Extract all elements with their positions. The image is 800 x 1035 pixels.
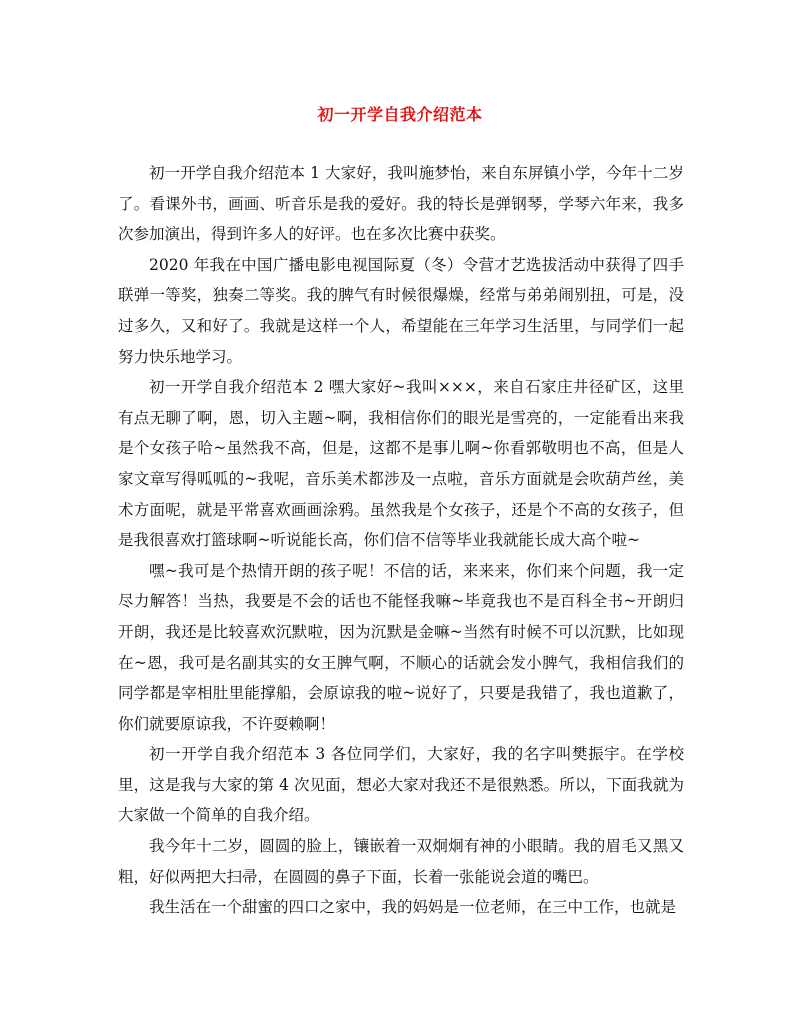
document-title: 初一开学自我介绍范本 [317,105,483,124]
paragraph-1: 初一开学自我介绍范本 1 大家好，我叫施梦怡，来自东屏镇小学，今年十二岁了。看课外书，画画、听音乐是我的爱好。我的特长是弹钢琴，学琴六年来，我多次参加演出，得到许多人的好评。也在多次比赛中获奖。 [118,164,684,244]
paragraph-5: 初一开学自我介绍范本 3 各位同学们，大家好，我的名字叫樊振宇。在学校里，这是我与大家的第 4 次见面，想必大家对我还不是很熟悉。所以，下面我就为大家做一个简单的自我介绍。 [118,745,684,825]
document-body [118,158,684,923]
paragraph-4: 嘿~我可是个热情开朗的孩子呢！不信的话，来来来，你们来个问题，我一定尽力解答！当热，我要是不会的话也不能怪我嘛~毕竟我也不是百科全书~开朗归开朗，我还是比较喜欢沉默啦，因为沉默是金嘛~当然有时候不可以沉默，比如现在~恩，我可是名副其实的女王脾气啊，不顺心的话就会发小脾气，我相信我们的同学都是宰相肚里能撑船，会原谅我的啦~说好了，只要是我错了，我也道歉了，你们就要原谅我，不许耍赖啊！ [118,561,684,733]
paragraph-7: 我生活在一个甜蜜的四口之家中，我的妈妈是一位老师，在三中工作，也就是 [149,898,677,917]
paragraph-3: 初一开学自我介绍范本 2 嘿大家好~我叫×××，来自石家庄井径矿区，这里有点无聊了啊，恩，切入主题~啊，我相信你们的眼光是雪亮的，一定能看出来我是个女孩子哈~虽然我不高，但是，这都不是事儿啊~你看郭敬明也不高，但是人家文章写得呱呱的~我呢，音乐美术都涉及一点啦，音乐方面就是会吹葫芦丝，美术方面呢，就是平常喜欢画画涂鸦。虽然我是个女孩子，还是个不高的女孩子，但是我很喜欢打篮球啊~听说能长高，你们信不信等毕业我就能长成大高个啦~ [118,378,684,550]
paragraph-6: 我今年十二岁，圆圆的脸上，镶嵌着一双炯炯有神的小眼睛。我的眉毛又黑又粗，好似两把大扫帚，在圆圆的鼻子下面，长着一张能说会道的嘴巴。 [118,837,684,886]
paragraph-2: 2020 年我在中国广播电影电视国际夏（冬）令营才艺选拔活动中获得了四手联弹一等奖，独奏二等奖。我的脾气有时候很爆燥，经常与弟弟闹别扭，可是，没过多久，又和好了。我就是这样一个人，希望能在三年学习生活里，与同学们一起努力快乐地学习。 [118,255,684,366]
